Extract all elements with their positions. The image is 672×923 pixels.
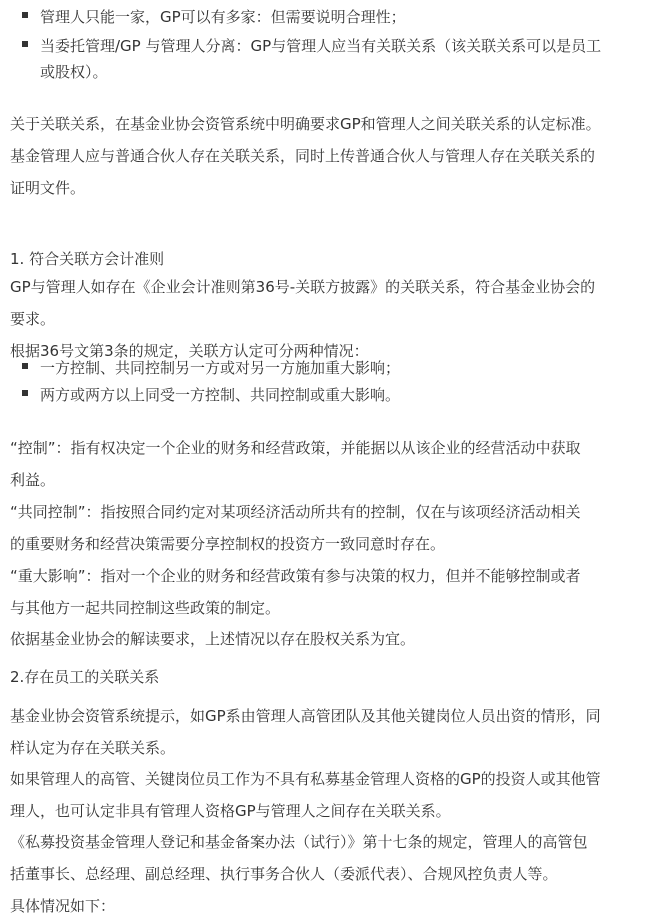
bullet-square-icon	[22, 12, 28, 18]
paragraph-conclusion: 依据基金业协会的解读要求，上述情况以存在股权关系为宜。	[10, 630, 416, 648]
paragraph-section2-3: 《私募投资基金管理人登记和基金备案办法（试行）》第十七条的规定，管理人的高管包 括董事长、总经理、副总经理、执行事务合伙人（委派代表）、合规风控负责人等。	[10, 833, 588, 883]
section-heading-2: 2.存在员工的关联关系	[10, 668, 160, 686]
list-item: 当委托管理/GP 与管理人分离：GP与管理人应当有关联关系（该关联关系可以是员工	[22, 29, 601, 62]
definition-joint-control: “共同控制”：指按照合同约定对某项经济活动所共有的控制，仅在与该项经济活动相关 的重要财务和经营决策需要分享控制权的投资方一致同意时存在。	[10, 503, 581, 553]
list-item-continuation: 或股权）。	[40, 62, 108, 81]
paragraph-section2-2: 如果管理人的高管、关键岗位员工作为不具有私募基金管理人资格的GP的投资人或其他管 理人，也可认定非具有管理人资格GP与管理人之间存在关联关系。	[10, 770, 601, 820]
paragraph-section2-1: 基金业协会资管系统提示，如GP系由管理人高管团队及其他关键岗位人员出资的情形，同 样认定为存在关联关系。	[10, 707, 601, 757]
list-item: 一方控制、共同控制另一方或对另一方施加重大影响；	[22, 351, 400, 384]
bullet-square-icon	[22, 363, 28, 369]
bullet-square-icon	[22, 41, 28, 47]
paragraph-closing: 具体情况如下：	[10, 897, 116, 915]
definition-control: “控制”：指有权决定一个企业的财务和经营政策，并能据以从该企业的经营活动中获取 利益。	[10, 439, 581, 489]
list-item: 两方或两方以上同受一方控制、共同控制或重大影响。	[22, 378, 400, 411]
definition-significant-influence: “重大影响”：指对一个企业的财务和经营政策有参与决策的权力，但并不能够控制或者 与其他方一起共同控制这些政策的制定。	[10, 567, 581, 617]
paragraph-section1: GP与管理人如存在《企业会计准则第36号-关联方披露》的关联关系，符合基金业协会的 要求。 根据36号文第3条的规定，关联方认定可分两种情况：	[10, 278, 596, 360]
list-item: 管理人只能一家，GP可以有多家：但需要说明合理性；	[22, 0, 406, 33]
bullet-square-icon	[22, 390, 28, 396]
paragraph-intro: 关于关联关系，在基金业协会资管系统中明确要求GP和管理人之间关联关系的认定标准。 基金管理人应与普通合伙人存在关联关系，同时上传普通合伙人与管理人存在关联关系的 证明文件。	[10, 115, 601, 197]
section-heading-1: 1. 符合关联方会计准则	[10, 250, 165, 268]
